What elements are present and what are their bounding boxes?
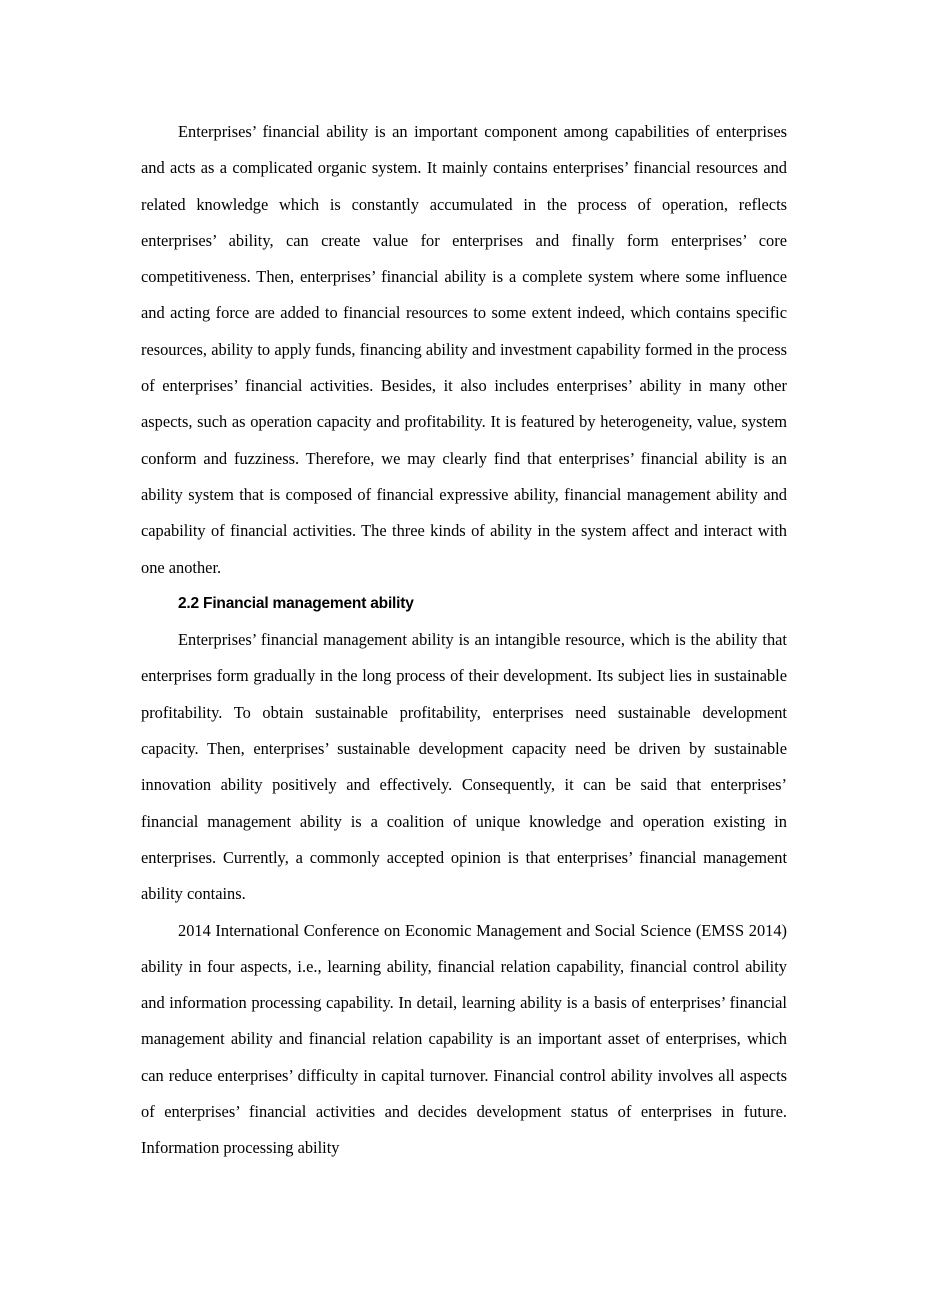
- paragraph-four-aspects: 2014 International Conference on Economic Management and Social Science (EMSS 2014) ability in four aspects, i.e., learning ability, financial relation capability, financial control ability and information processing capability. In detail, learning ability is a basis of enterprises’ financial management ability and financial relation capability is an important asset of enterprises, which can reduce enterprises’ difficulty in capital turnover. Financial control ability involves all aspects of enterprises’ financial activities and decides development status of enterprises in future. Information processing ability: [141, 920, 787, 1158]
- paragraph-financial-ability: Enterprises’ financial ability is an important component among capabilities of enterprises and acts as a complicated organic system. It mainly contains enterprises’ financial resources and related knowledge which is constantly accumulated in the process of operation, reflects enterprises’ ability, can create value for enterprises and finally form enterprises’ core competitiveness. Then, enterprises’ financial ability is a complete system where some influence and acting force are added to financial resources to some extent indeed, which contains specific resources, ability to apply funds, financing ability and investment capability formed in the process of enterprises’ financial activities. Besides, it also includes enterprises’ ability in many other aspects, such as operation capacity and profitability. It is featured by heterogeneity, value, system conform and fuzziness. Therefore, we may clearly find that enterprises’ financial ability is an ability system that is composed of financial expressive ability, financial management ability and capability of financial activities. The three kinds of ability in the system affect and interact with one another.: [141, 122, 787, 577]
- document-page: [141, 114, 787, 1167]
- paragraph-financial-management: Enterprises’ financial management ability is an intangible resource, which is the ability that enterprises form gradually in the long process of their development. Its subject lies in sustainable profitability. To obtain sustainable profitability, enterprises need sustainable development capacity. Then, enterprises’ sustainable development capacity need be driven by sustainable innovation ability positively and effectively. Consequently, it can be said that enterprises’ financial management ability is a coalition of unique knowledge and operation existing in enterprises. Currently, a commonly accepted opinion is that enterprises’ financial management ability contains.: [141, 630, 787, 904]
- section-heading: 2.2 Financial management ability: [178, 594, 414, 612]
